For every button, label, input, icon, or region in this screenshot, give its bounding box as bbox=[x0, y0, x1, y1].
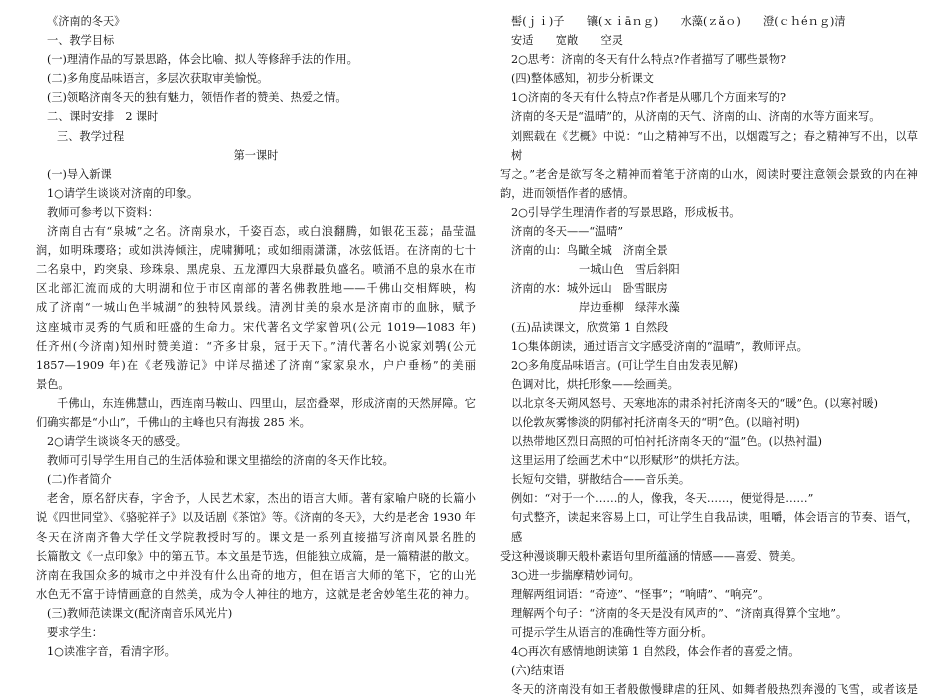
text-line: 色调对比，烘托形象——绘画美。 bbox=[511, 377, 679, 391]
paragraph-line: 受这种漫谈聊天般朴素语句里所蕴涵的情感——喜爱、赞美。 bbox=[500, 549, 803, 563]
paragraph-line: 冬天在济南齐鲁大学任文学院教授时写的。课文是一系列直接描写济南风景名胜的 bbox=[36, 530, 476, 544]
paragraph-line: 写之。”老舍是欲写冬之精神而着笔于济南的山水，阅读时要注意领会景致的内在神 bbox=[500, 167, 918, 181]
paragraph-line: 二名泉中，趵突泉、珍珠泉、黑虎泉、五龙潭四大泉群最负盛名。喷涌不息的泉水在市 bbox=[36, 263, 476, 277]
text-line: 理解两个句子：“济南的冬天是没有风声的”、“济南真得算个宝地”。 bbox=[511, 606, 848, 620]
text-line: 以热带地区烈日高照的可怕衬托济南冬天的“温”色。(以热衬温) bbox=[511, 435, 823, 449]
text-line: 理解两组词语：“奇迹”、“怪事”；“响晴”、“响亮”。 bbox=[511, 587, 770, 601]
text-line: 以伦敦灰雾惨淡的阴郁衬托济南冬天的“明”色。(以暗衬明) bbox=[511, 415, 800, 429]
question-item: 2○思考：济南的冬天有什么特点?作者描写了哪些景物? bbox=[511, 53, 787, 67]
board-line: 济南的水：城外远山 卧雪眠房 bbox=[511, 282, 668, 296]
text-line: 例如：“对于一个……的人，像我，冬天……，便觉得是……” bbox=[511, 492, 814, 506]
paragraph-line: 老舍，原名舒庆春，字舍予，人民艺术家，杰出的语言大师。著有家喻户晓的长篇小 bbox=[47, 492, 476, 506]
paragraph-line: 千佛山，东连佛慧山，西连南马鞍山、四里山，层峦叠翠，形成济南的天然屏障。它 bbox=[57, 396, 476, 410]
subsection-heading: (四)整体感知，初步分析课文 bbox=[511, 72, 654, 86]
paragraph-line: 1857—1909 年)在《老残游记》中详尽描述了济南“家家泉水，户户垂杨”的美丽 bbox=[36, 358, 476, 372]
left-column bbox=[36, 12, 476, 661]
paragraph-line: 这座城市灵秀的气质和旺盛的生命力。宋代著名文学家曾巩(公元 1019—1083 年) bbox=[36, 320, 476, 334]
subsection-heading: (六)结束语 bbox=[511, 664, 565, 678]
paragraph-line: 冬天的济南没有如王者般傲慢肆虐的狂风、如舞者般热烈奔漫的飞雪，或者该是 bbox=[511, 683, 918, 697]
paragraph-line: 济南自古有“泉城”之名。济南泉水，千姿百态，或白浪翻腾，如银花玉蕊；晶莹温 bbox=[47, 225, 476, 239]
paragraph-line: 韵，进而领悟作者的感情。 bbox=[500, 186, 635, 200]
paragraph-line: 们确实都是“小山”，千佛山的主峰也只有海拔 285 米。 bbox=[36, 415, 311, 429]
board-line: 一城山色 雪后斜阳 bbox=[579, 263, 680, 277]
section-heading-goals: 一、教学目标 bbox=[47, 34, 115, 48]
subsection-heading: (一)导入新课 bbox=[47, 167, 112, 181]
question-item: 1○济南的冬天有什么特点?作者是从哪几个方面来写的? bbox=[511, 91, 787, 105]
question-item: 2○请学生谈谈冬天的感受。 bbox=[47, 435, 187, 449]
paragraph-line: 景色。 bbox=[36, 377, 70, 391]
text-line: 长短句交错，骈散结合——音乐美。 bbox=[511, 473, 691, 487]
text-line: 要求学生： bbox=[47, 626, 103, 639]
subsection-heading: (五)品读课文，欣赏第 1 自然段 bbox=[511, 320, 669, 334]
vocabulary-row: 安适 宽敞 空灵 bbox=[511, 34, 623, 48]
board-line: 岸边垂柳 绿萍水藻 bbox=[579, 301, 680, 315]
question-item: 3○进一步揣摩精妙词句。 bbox=[511, 568, 640, 582]
board-title: 济南的冬天——“温晴” bbox=[511, 225, 624, 239]
paragraph-line: 长篇散文《一点印象》中的第五节。本文虽是节选，但能独立成篇，是一篇精湛的散文。 bbox=[36, 549, 476, 563]
lesson-heading: 第一课时 bbox=[233, 148, 279, 162]
text-line: 教师可参考以下资料： bbox=[47, 205, 159, 219]
board-line: 济南的山：鸟瞰全城 济南全景 bbox=[511, 244, 668, 258]
paragraph-line: 成了济南“一城山色半城湖”的独特风景线。清冽甘美的泉水是济南市的血脉，赋予 bbox=[36, 301, 476, 315]
question-item: 2○多角度品味语言。(可让学生自由发表见解) bbox=[511, 358, 738, 372]
paragraph-line: 刘熙载在《艺概》中说：“山之精神写不出，以烟霞写之；春之精神写不出，以草树 bbox=[511, 129, 918, 162]
question-item: 1○集体朗读，通过语言文字感受济南的“温晴”，教师评点。 bbox=[511, 339, 808, 353]
goal-item: (二)多角度品味语言，多层次获取审美愉悦。 bbox=[47, 72, 269, 86]
paragraph-line: 区北部汇流而成的大明湖和位于市区南部的著名佛教胜地——千佛山交相辉映，构 bbox=[36, 282, 476, 296]
text-line: 教师可引导学生用自己的生活体验和课文里描绘的济南的冬天作比较。 bbox=[47, 454, 394, 468]
question-item: 1○读准字音，看清字形。 bbox=[47, 645, 176, 659]
paragraph-line: 句式整齐，读起来容易上口，可让学生自我品读，咀嚼，体会语言的节奏、语气，感 bbox=[511, 511, 918, 544]
question-item: 4○再次有感情地朗读第 1 自然段，体会作者的喜爱之情。 bbox=[511, 645, 800, 659]
paragraph-line: 说《四世同堂》、《骆驼祥子》以及话剧《茶馆》等。《济南的冬天》，大约是老舍 1930 年 bbox=[36, 511, 476, 525]
goal-item: (三)领略济南冬天的独有魅力，领悟作者的赞美、热爱之情。 bbox=[47, 91, 347, 105]
paragraph-line: 水色无不富于诗情画意的自然美，成为令人神往的地方，这就是老舍妙笔生花的神力。 bbox=[36, 587, 476, 601]
pinyin-row: 髻(ｊｉ)子 镶(ｘｉāｎｇ) 水藻(ｚǎｏ) 澄(ｃｈéｎｇ)清 bbox=[511, 15, 846, 28]
subsection-heading: (二)作者简介 bbox=[47, 473, 112, 487]
text-line: 可提示学生从语言的准确性等方面分析。 bbox=[511, 626, 713, 639]
paragraph-line: 任齐州(今济南)知州时赞美道：“齐多甘泉，冠于天下。”清代著名小说家刘鹗(公元 bbox=[36, 339, 476, 353]
paragraph-line: 济南在我国众多的城市之中并没有什么出奇的地方，但在语言大师的笔下，它的山光 bbox=[36, 568, 476, 582]
text-line: 这里运用了绘画艺术中“以形赋形”的烘托方法。 bbox=[511, 454, 747, 468]
question-item: 2○引导学生理清作者的写景思路，形成板书。 bbox=[511, 205, 741, 219]
section-heading-process: 三、教学过程 bbox=[57, 129, 125, 143]
text-line: 以北京冬天朔风怒号、天寒地冻的肃杀衬托济南冬天的“暖”色。(以寒衬暖) bbox=[511, 396, 878, 410]
right-column bbox=[500, 12, 918, 699]
goal-item: (一)理清作品的写景思路，体会比喻、拟人等修辞手法的作用。 bbox=[47, 53, 358, 67]
document-title: 《济南的冬天》 bbox=[47, 15, 126, 28]
subsection-heading: (三)教师范读课文(配济南音乐风光片) bbox=[47, 606, 233, 620]
paragraph-line: 润，如明珠璎珞；或如洪涛倾注，虎啸狮吼；或如细雨潇潇，冰弦低语。在济南的七十 bbox=[36, 244, 476, 258]
text-line: 济南的冬天是“温晴”的，从济南的天气、济南的山、济南的水等方面来写。 bbox=[511, 110, 881, 124]
question-item: 1○请学生谈谈对济南的印象。 bbox=[47, 186, 199, 200]
section-heading-schedule: 二、课时安排 2 课时 bbox=[47, 110, 159, 124]
